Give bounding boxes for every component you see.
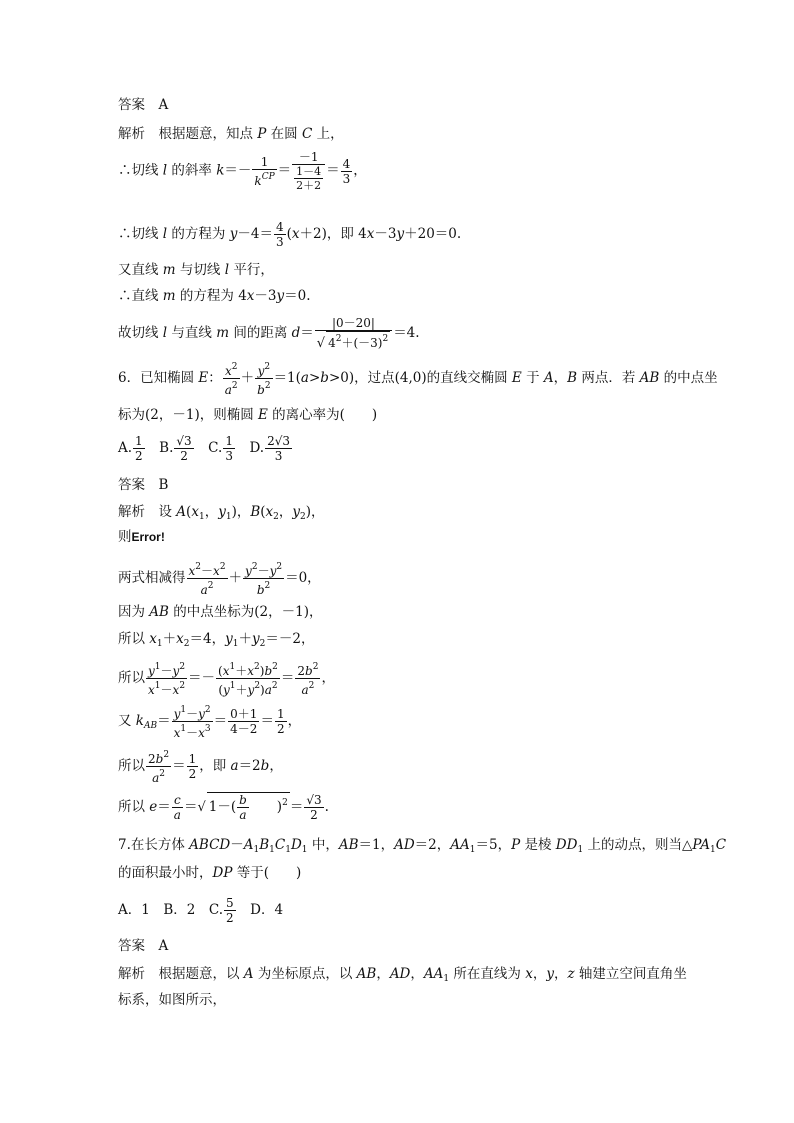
midpoint-line: 因为 AB 的中点坐标为(2，－1)， [118, 604, 323, 620]
answer-line-7: 答案 A [118, 938, 169, 954]
question-6-line-1: 6．已知椭圆 E： $\frac{x^2}{a^2}$ ＋ $\frac{y^2}{b^2}$ ＝1(a>b>0)，过点(4,0)的直线交椭圆 E 于 A，B 两点．若 AB 的中点坐 [118, 362, 718, 397]
analysis-line-7-1: 解析 根据题意，以 A 为坐标原点，以 AB，AD，$AA_1$ 所在直线为 x，y，z 轴建立空间直角坐 [118, 966, 687, 984]
tangent-equation-line: ∴切线 l 的方程为 y－4＝ $\frac{4}{3}$ (x＋2)，即 4x－3y＋20＝0. [118, 220, 462, 249]
analysis-line-5-1: 解析 根据题意，知点 P 在圆 C 上， [118, 126, 344, 142]
eccentricity-line: 所以 e＝ $\frac{c}{a}$ ＝√ 1－( $\frac{b}{a}$ )$^2$ ＝ $\frac{√3}{2}$ . [118, 793, 329, 822]
analysis-line-6-1: 解析 设 $A(x_1$，$y_1$)，$B(x_2$，$y_2$)， [118, 504, 325, 522]
distance-line: 故切线 l 与直线 m 间的距离 d＝ $\frac{|0-20|}{√ 4^2+(-3)^2}$ ＝4. [118, 316, 420, 351]
parallel-line: 又直线 m 与切线 l 平行， [118, 262, 274, 278]
slope-formula-line: ∴切线 l 的斜率 k＝－ $\frac{1}{k^{CP}}$ ＝ －1 1－4 2＋2 ＝ $\frac{4}{3}$ ， [118, 150, 367, 192]
question-7-line-2: 的面积最小时，DP 等于( ) [118, 865, 302, 881]
question-6-options: A. $\frac{1}{2}$ B. $\frac{√3}{2}$ C. $\frac{1}{3}$ D. $\frac{2√3}{3}$ [118, 434, 291, 463]
analysis-line-7-2: 标系，如图所示， [118, 992, 226, 1008]
line-m-equation: ∴直线 m 的方程为 4x－3y＝0. [118, 288, 311, 304]
answer-line-5: 答案 A [118, 97, 169, 113]
subtract-line: 两式相减得 $\frac{x^2-x^2}{a^2}$ ＋ $\frac{y^2-y^2}{b^2}$ ＝0， [118, 562, 321, 597]
ratio-line: 所以 $\frac{y^1-y^2}{x^1-x^2}$ ＝－ $\frac{(x^1+x^2)b^2}{(y^1+y^2)a^2}$ ＝ $\frac{2b^2}{a^2}$ ， [118, 662, 335, 697]
question-7-options: A．1 B．2 C. $\frac{5}{2}$ D．4 [118, 896, 284, 925]
question-7-line-1: 7.在长方体 $ABCD-A_1B_1C_1D_1$ 中，AB＝1，AD＝2，$AA_1=5$，P 是棱 $DD_1$ 上的动点，则当$\triangle PA_1C$ [118, 837, 727, 855]
kab-line: 又 $k_{AB}=$ $\frac{y^1-y^2}{x^1-x^3}$ ＝ $\frac{0+1}{4-2}$ ＝ $\frac{1}{2}$ ， [118, 705, 302, 740]
a-equals-2b-line: 所以 $\frac{2b^2}{a^2}$ ＝ $\frac{1}{2}$ ，即 a＝2b， [118, 750, 283, 785]
question-6-line-2: 标为(2，－1)，则椭圆 E 的离心率为( ) [118, 407, 378, 423]
answer-line-6: 答案 B [118, 477, 169, 493]
sum-line: 所以 $x_1+x_2=4$，$y_1+y_2=-2$， [118, 631, 315, 649]
error-line: 则Error! [118, 529, 165, 545]
